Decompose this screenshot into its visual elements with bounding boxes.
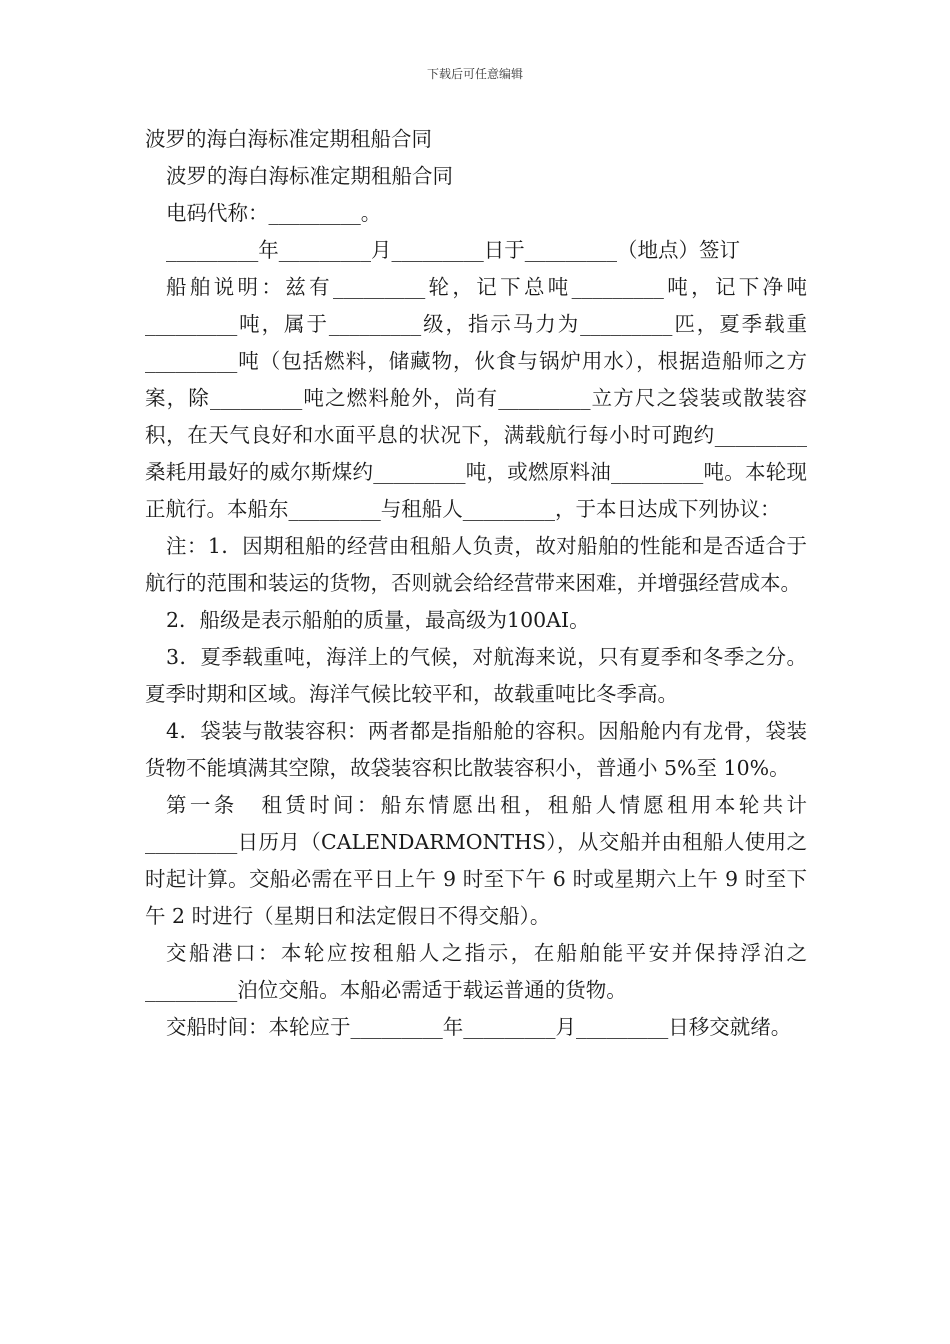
document-body [145,121,807,1046]
paragraph-code-name: 电码代称：_________。 [166,201,382,225]
paragraph-note-2: 2．船级是表示船舶的质量，最高级为100AI。 [166,608,590,632]
document-title: 波罗的海白海标准定期租船合同 [145,127,432,151]
paragraph-note-4: 4．袋装与散装容积：两者都是指船舱的容积。因船舱内有龙骨，袋装货物不能填满其空隙，故袋装容积比散装容积小，普通小 5%至 10%。 [145,719,807,780]
paragraph-signing-date: _________年_________月_________日于_________（地点）签订 [166,238,740,262]
page-header: 下载后可任意编辑 [426,67,523,81]
paragraph-subtitle: 波罗的海白海标准定期租船合同 [166,164,453,188]
paragraph-delivery-port: 交船港口：本轮应按租船人之指示，在船舶能平安并保持浮泊之_________泊位交船。本船必需适于载运普通的货物。 [145,941,807,1002]
paragraph-note-1: 注：1．因期租船的经营由租船人负责，故对船舶的性能和是否适合于航行的范围和装运的货物，否则就会给经营带来困难，并增强经营成本。 [145,534,807,595]
paragraph-ship-description: 船舶说明：兹有_________轮，记下总吨_________吨，记下净吨_________吨，属于_________级，指示马力为_________匹，夏季载重_________吨（包括燃料，储藏物，伙食与锅炉用水），根据造船师之方案，除_________吨之燃料舱外，尚有_________立方尺之袋装或散装容积，在天气良好和水面平息的状况下，满载航行每小时可跑约_________桑耗用最好的威尔斯煤约_________吨，或燃原料油_________吨。本轮现正航行。本船东_________与租船人_________，于本日达成下列协议： [145,275,807,521]
paragraph-delivery-time: 交船时间：本轮应于_________年_________月_________日移交就绪。 [166,1015,792,1039]
paragraph-note-3: 3．夏季载重吨，海洋上的气候，对航海来说，只有夏季和冬季之分。夏季时期和区域。海洋气候比较平和，故载重吨比冬季高。 [145,645,807,706]
paragraph-article-1: 第一条 租赁时间：船东情愿出租，租船人情愿租用本轮共计_________日历月（CALENDARMONTHS），从交船并由租船人使用之时起计算。交船必需在平日上午 9 时至下午 6 时或星期六上午 9 时至下午 2 时进行（星期日和法定假日不得交船）。 [145,793,807,928]
